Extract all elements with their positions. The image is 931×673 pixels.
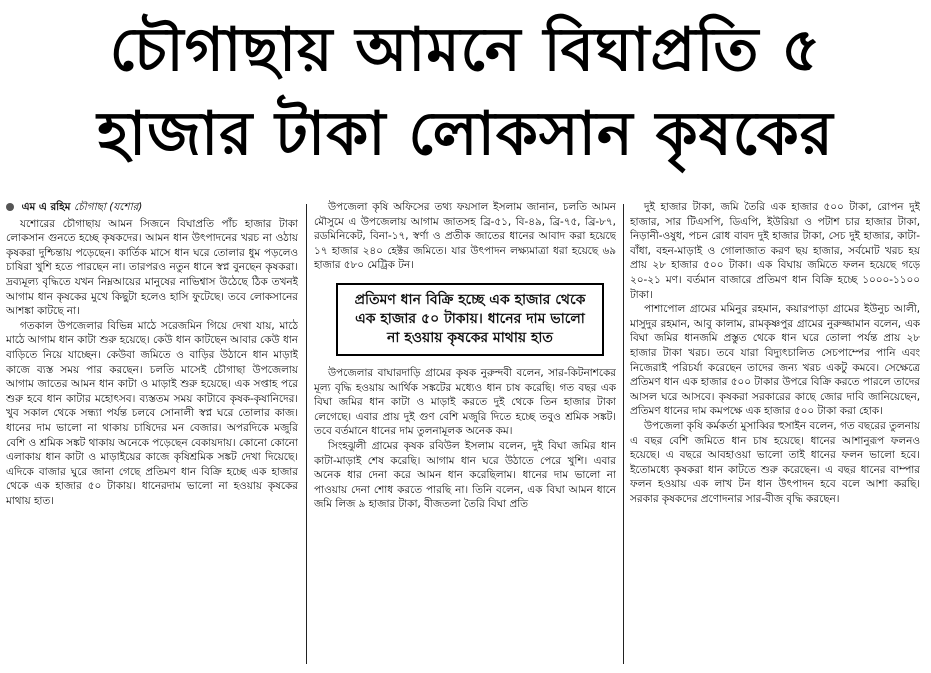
paragraph: উপজেলার বাঘারদাড়ি গ্রামের কৃষক নুরুন্দবী বলেন, সার-কিটনাশকের মূল্য বৃদ্ধি হওয়ায় আর্থিক সঙ্কটের মধ্যেও ধান চাষ করেছি। গত বছর এক বিঘা জমির ধান কাটা ও মাড়াই করতে দুই থেকে তিন হাজার টাকা লেগেছে। এবার প্রায় দুই গুণ বেশি মজুরি দিতে হচ্ছে তবুও শ্রমিক সঙ্কট। তবে বর্তমানে ধানের দাম তুলনামূলক অনেক কম। bbox=[314, 366, 616, 438]
column-2 bbox=[314, 200, 616, 668]
pull-quote: প্রতিমণ ধান বিক্রি হচ্ছে এক হাজার থেকে এক হাজার ৫০ টাকায়। ধানের দাম ভালো না হওয়ায় কৃষকের মাথায় হাত bbox=[336, 283, 604, 356]
paragraph: দুই হাজার টাকা, জমি তৈরি এক হাজার ৫০০ টাকা, রোপন দুই হাজার, সার টিএসপি, ডিএপি, ইউরিয়া ও পটাশ চার হাজার টাকা, নিড়ানী-ওষুধ, পচন রোধ বাবদ দুই হাজার টাকা, সেচ দুই হাজার, কাটা-বাঁধা, বহন-মাড়াই ও গোলাজাত করণ ছয় হাজার, সর্বমোট খরচ হয় প্রায় ২৮ হাজার ৫০০ টাকা। এক বিঘায় জমিতে ফলন হয়েছে গড়ে ২০-২১ মণ। বর্তমান বাজারে প্রতিমণ ধান বিক্রি হচ্ছে ১০০০-১১০০ টাকা। bbox=[630, 201, 920, 301]
bullet-icon bbox=[6, 203, 14, 211]
paragraph: উপজেলা কৃষি অফিসের তথ্য ফয়সাল ইসলাম জানান, চলতি আমন মৌসুমে এ উপজেলায় আগাম জাতসহ ব্রি-৫১, বি-৪৯, ব্রি-৭৫, ব্রি-৮৭, রডমিনিকেট, বিনা-১৭, স্বর্ণা ও প্রতীক জাতের ধানের আবাদ করা হয়েছে ১৭ হাজার ২৪০ হেক্টর জমিতে। যার উৎপাদন লক্ষ্যমাত্রা ধরা হয়েছে ৬৯ হাজার ৫৮০ মেট্রিক টন। bbox=[314, 201, 616, 272]
column-1 bbox=[6, 200, 298, 668]
paragraph: পাশাপোল গ্রামের মমিনুর রহমান, কয়ারপাড়া গ্রামের ইউনুচ আলী, মাসুদুর রহমান, আবু কালাম, রামকৃষ্ণপুর গ্রামের নুরুজ্জামান বলেন, এক বিঘা জমির ধানজমি প্রস্তুত থেকে ধান ঘরে তোলা পর্যন্ত প্রায় ২৮ হাজার টাকা খরচ। তবে যারা বিদ্যুৎচালিত সেচপাম্পের পানি এবং নিজেরাই পরিচর্যা করেছেন তাদের জন্য খরচ একটু কমবে। সেক্ষেত্রে প্রতিমণ ধান এক হাজার ৫০০ টাকার উপরে বিক্রি করতে পারলে তাদের আসল ঘরে আসবে। কৃষকরা সরকারের কাছে জোর দাবি জানিয়েছেন, প্রতিমণ ধানের দাম কমপক্ষে এক হাজার ৫০০ টাকা করা হোক। bbox=[630, 303, 920, 418]
paragraph: সিংহঝুলী গ্রামের কৃষক রবিউল ইসলাম বলেন, দুই বিঘা জমির ধান কাটা-মাড়াই শেষ করেছি। আগাম ধান ঘরে উঠাতে পেরে খুশি। এবার অনেক ধার দেনা করে আমন ধান করেছিলাম। ধানের দাম ভালো না পাওয়ায় দেনা শোধ করতে পারছি না। তিনি বলেন, এক বিঘা আমন ধানে জমি লিজ ৯ হাজার টাকা, বীজতলা তৈরি বিঘা প্রতি bbox=[314, 439, 616, 511]
paragraph: উপজেলা কৃষি কর্মকর্তা মুসাব্বির হুসাইন বলেন, গত বছরের তুলনায় এ বছর বেশি জমিতে ধান চাষ হয়েছে। ধানের আশানুরূপ ফলনও হয়েছে। এ বছরে আবহাওয়া ভালো তাই ধানের ফলন ভালো হবে। ইতোমধ্যে কৃষকরা ধান কাটতে শুরু করেছেন। এ বছর ধানের বাম্পার ফলন হওয়ায় এক লাখ টন ধান উৎপাদন হবে বলে আশা করছি। সরকার কৃষকদের প্রণোদনার সার-বীজ বৃদ্ধি করছেন। bbox=[630, 419, 920, 505]
paragraph: গতকাল উপজেলার বিভিন্ন মাঠে সরেজমিন গিয়ে দেখা যায়, মাঠে মাঠে আগাম ধান কাটা শুরু হয়েছে। কেউ ধান কাটছেন আবার কেউ ধান বাড়িতে নিয়ে যাচ্ছেন। কেউবা জমিতে ও বাড়ির উঠানে ধান মাড়াই কাজে ব্যস্ত সময় পার করছেন। চলতি মাসেই চৌগাছা উপজেলায় আগাম জাতের আমন ধান কাটা ও মাড়াই শুরু হয়েছে। এক সপ্তাহ পরে শুরু হবে ধান কাটার মহোৎসব। ব্যস্ততম সময় কাটাবে কৃষক-কৃষানিদের। খুব সকাল থেকে সন্ধ্যা পর্যন্ত চলবে সোনালী স্বপ্ন ঘরে তোলার কাজ। ধানের দাম ভালো না থাকায় চাষিদের মন বেজার। অপরদিকে মজুরি বেশি ও শ্রমিক সঙ্কট থাকায় অনেকে পড়েছেন বেকায়দায়। কোনো কোনো এলাকায় ধান কাটা ও মাড়াইয়ের কাজে কৃষিশ্রমিক সঙ্কট দেখা দিয়েছে। এদিকে বাজার ঘুরে জানা গেছে প্রতিমণ ধান বিক্রি হচ্ছে এক হাজার থেকে এক হাজার ৫০ টাকায়। ধানেরদাম ভালো না হওয়ায় কৃষকের মাথায় হাত। bbox=[6, 319, 298, 507]
column-3 bbox=[630, 200, 920, 668]
paragraph: যশোরের চৌগাছায় আমন সিজনে বিঘাপ্রতি পাঁচ হাজার টাকা লোকসান গুনতে হচ্ছে কৃষকদের। আমন ধান উৎপাদনের খরচ না ওঠায় কৃষকরা দুশ্চিন্তায় পড়েছেন। কার্তিক মাসে ধান ঘরে তোলার ধুম পড়লেও চাষিরা খুশি হতে পারছেন না। তারপরও নতুন ধানে স্বপ্ন বুনছেন কৃষকরা। দ্রব্যমূল্য বৃদ্ধিতে যখন নিম্নআয়ের মানুষের নাভিশ্বাস উঠেছে ঠিক তখনই আগাম ধান কৃষকের মুখে কিছুটা হলেও হাসি ফুটেছে। তবে লোকসানের আশঙ্কা কাটছে না। bbox=[6, 217, 298, 318]
article-body bbox=[6, 200, 922, 668]
byline-author: এম এ রহিম bbox=[21, 201, 71, 213]
byline-location: চৌগাছা (যশোর) bbox=[73, 201, 143, 213]
article-headline bbox=[10, 8, 921, 176]
byline bbox=[6, 200, 298, 215]
headline-line-1: চৌগাছায় আমনে বিঘাপ্রতি ৫ bbox=[109, 15, 822, 85]
headline-line-2: হাজার টাকা লোকসান কৃষকের bbox=[97, 99, 834, 169]
